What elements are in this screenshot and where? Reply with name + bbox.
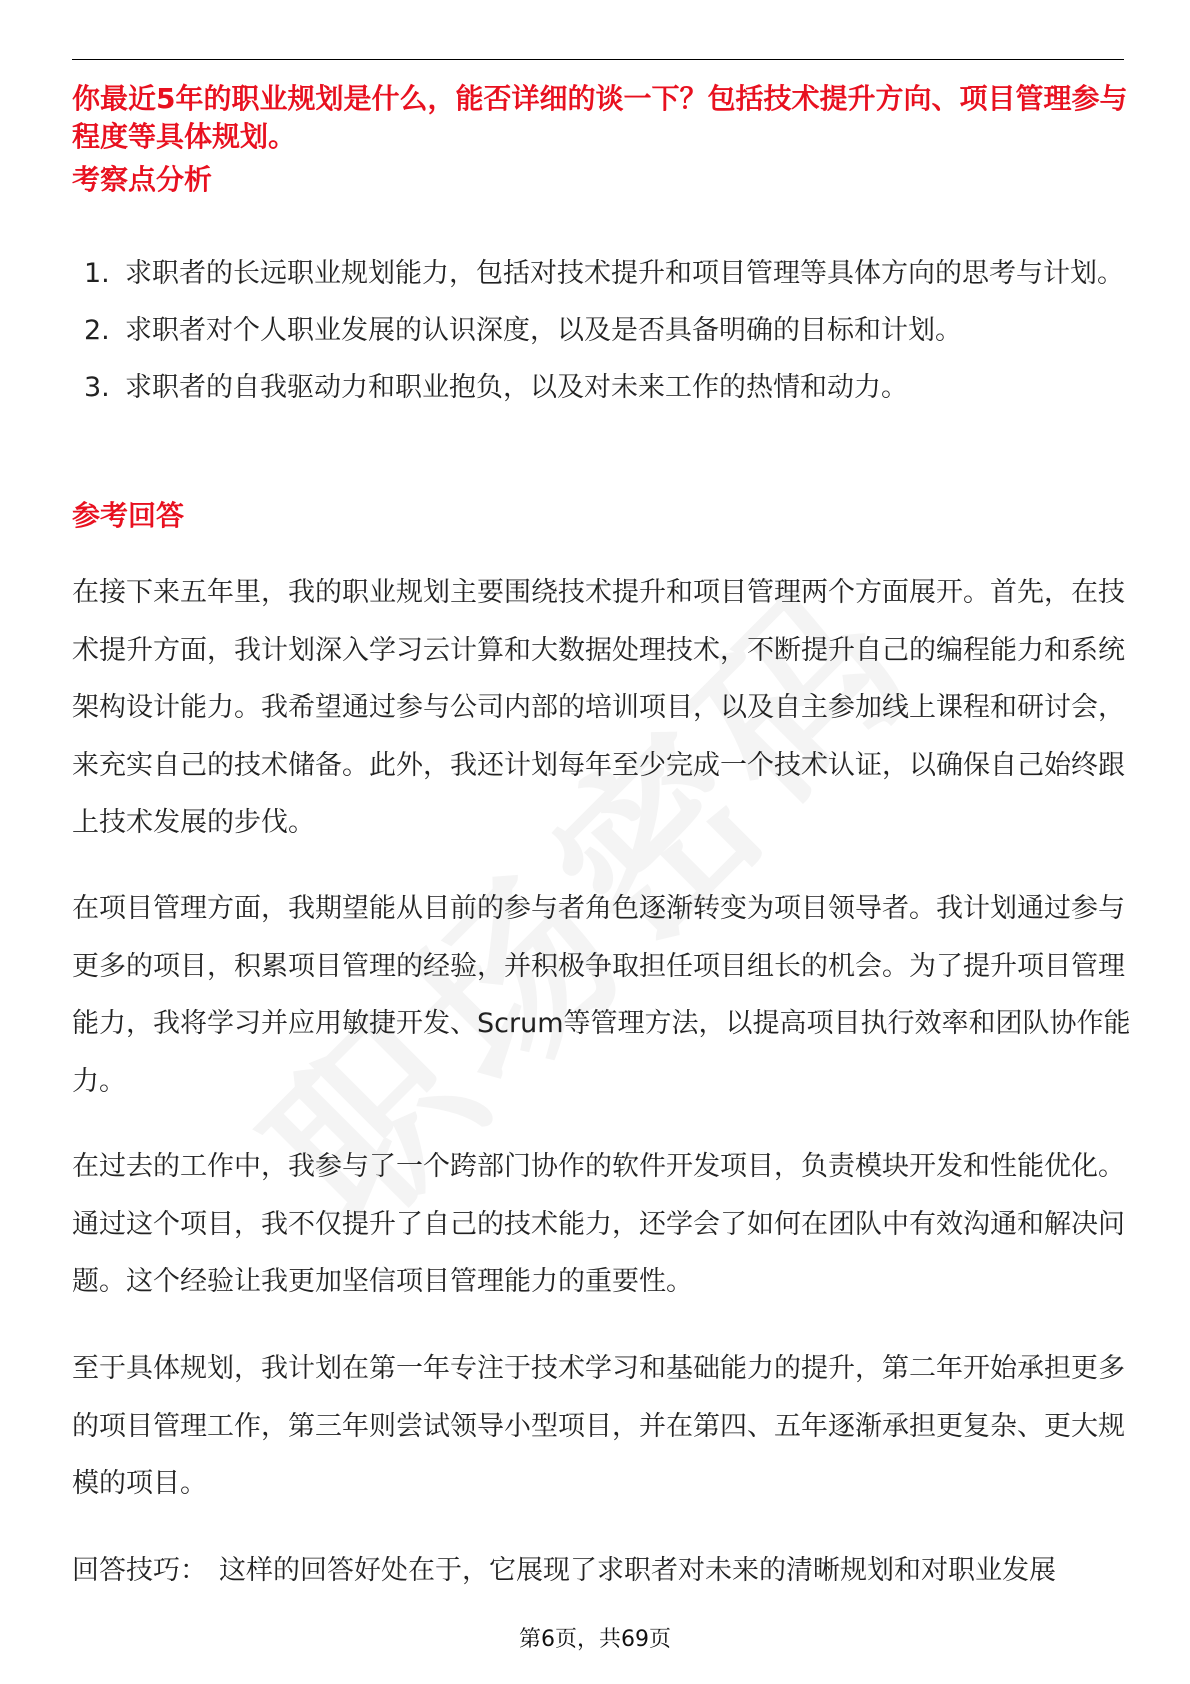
answer-heading: 参考回答 (72, 499, 185, 532)
question-title: 你最近5年的职业规划是什么，能否详细的谈一下？包括技术提升方向、项目管理参与程度等具体规划。 (72, 82, 1128, 153)
list-item (72, 359, 1132, 416)
header-rule (72, 59, 1124, 60)
list-item (72, 245, 1132, 302)
list-item-number: 3. (84, 372, 110, 403)
analysis-heading: 考察点分析 (72, 163, 213, 196)
answer-paragraph-1: 在接下来五年里，我的职业规划主要围绕技术提升和项目管理两个方面展开。首先，在技术提升方面，我计划深入学习云计算和大数据处理技术，不断提升自己的编程能力和系统架构设计能力。我希望通过参与公司内部的培训项目，以及自主参加线上课程和研讨会，来充实自己的技术储备。此外，我还计划每年至少完成一个技术认证，以确保自己始终跟上技术发展的步伐。 (72, 577, 1125, 838)
answer-paragraph-3: 在过去的工作中，我参与了一个跨部门协作的软件开发项目，负责模块开发和性能优化。通过这个项目，我不仅提升了自己的技术能力，还学会了如何在团队中有效沟通和解决问题。这个经验让我更加坚信项目管理能力的重要性。 (72, 1151, 1125, 1297)
list-item-text: 求职者的自我驱动力和职业抱负，以及对未来工作的热情和动力。 (125, 372, 908, 403)
answer-paragraph-4: 至于具体规划，我计划在第一年专注于技术学习和基础能力的提升，第二年开始承担更多的项目管理工作，第三年则尝试领导小型项目，并在第四、五年逐渐承担更复杂、更大规模的项目。 (72, 1353, 1125, 1499)
list-item (72, 302, 1132, 359)
page-footer: 第6页，共69页 (519, 1627, 671, 1652)
list-item-number: 2. (84, 315, 110, 346)
list-item-text: 求职者的长远职业规划能力，包括对技术提升和项目管理等具体方向的思考与计划。 (125, 258, 1124, 289)
list-item-text: 求职者对个人职业发展的认识深度，以及是否具备明确的目标和计划。 (125, 315, 962, 346)
tip-label: 回答技巧： (72, 1555, 207, 1586)
answer-tip (72, 1542, 1132, 1600)
tip-text: 这样的回答好处在于，它展现了求职者对未来的清晰规划和对职业发展 (219, 1555, 1056, 1586)
answer-paragraph-2: 在项目管理方面，我期望能从目前的参与者角色逐渐转变为项目领导者。我计划通过参与更多的项目，积累项目管理的经验，并积极争取担任项目组长的机会。为了提升项目管理能力，我将学习并应用敏捷开发、Scrum等管理方法，以提高项目执行效率和团队协作能力。 (72, 893, 1131, 1097)
analysis-list (72, 245, 1132, 416)
list-item-number: 1. (84, 258, 110, 289)
